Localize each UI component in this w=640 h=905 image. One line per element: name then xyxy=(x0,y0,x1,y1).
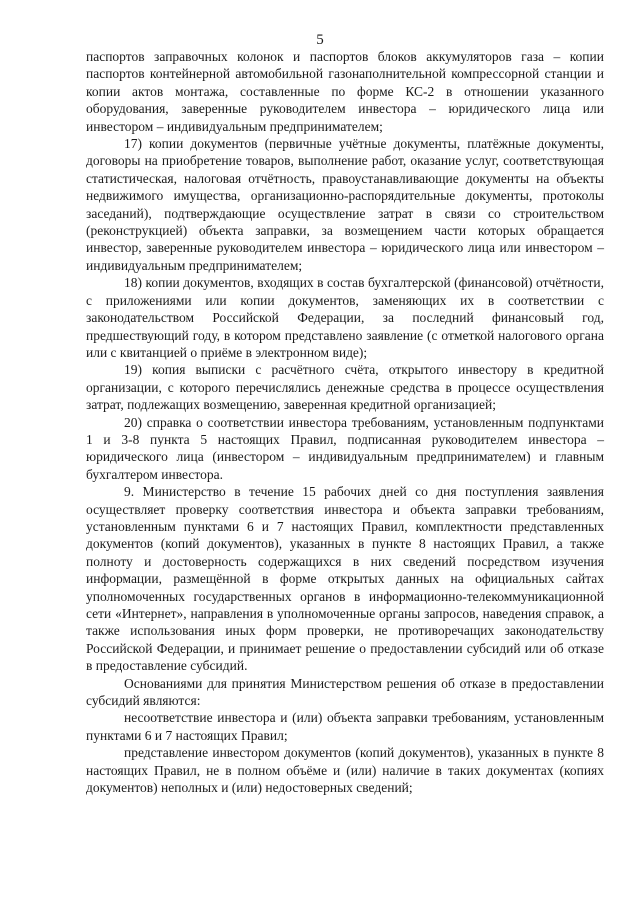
paragraph-refusal-ground-2: представление инвестором документов (копий документов), указанных в пункте 8 настоящих Правил, не в полном объёме и (или) наличие в таких документах (копиях документов) неполных и (или) недостоверных сведений; xyxy=(86,745,604,796)
document-body xyxy=(86,48,604,796)
paragraph-item-17: 17) копии документов (первичные учётные документы, платёжные документы, договоры на приобретение товаров, выполнение работ, оказание услуг, соответствующая статистическая, налоговая отчётность, правоустанавливающие документы на объекты недвижимого имущества, организационно-распорядительные документы, протоколы заседаний), подтверждающие осуществление затрат в связи со строительством (реконструкцией) объекта заправки, за возмещением части которых обращается инвестор, заверенные руководителем инвестора – юридического лица или инвестором – индивидуальным предпринимателем; xyxy=(86,136,604,273)
page-number: 5 xyxy=(316,32,324,48)
paragraph-item-18: 18) копии документов, входящих в состав бухгалтерской (финансовой) отчётности, с приложениями или копии документов, заменяющих их в соответствии с законодательством Российской Федерации, за последний финансовый год, предшествующий году, в котором представлено заявление (с отметкой налогового органа или с квитанцией о приёме в электронном виде); xyxy=(86,275,604,360)
paragraph-continuation-passports: паспортов заправочных колонок и паспортов блоков аккумуляторов газа – копии паспортов контейнерной автомобильной газонаполнительной компрессорной станции и копии актов монтажа, составленные по форме КС-2 в отношении указанного оборудования, заверенные руководителем инвестора – юридического лица или инвестором – индивидуальным предпринимателем; xyxy=(86,49,604,134)
paragraph-item-20: 20) справка о соответствии инвестора требованиям, установленным подпунктами 1 и 3-8 пункта 5 настоящих Правил, подписанная руководителем инвестора – юридического лица (инвестором – индивидуальным предпринимателем) и главным бухгалтером инвестора. xyxy=(86,414,604,482)
paragraph-refusal-grounds-intro: Основаниями для принятия Министерством решения об отказе в предоставлении субсидий являются: xyxy=(86,675,604,709)
paragraph-refusal-ground-1: несоответствие инвестора и (или) объекта заправки требованиям, установленным пунктами 6 и 7 настоящих Правил; xyxy=(86,710,604,743)
paragraph-clause-9: 9. Министерство в течение 15 рабочих дней со дня поступления заявления осуществляет проверку соответствия инвестора и объекта заправки требованиям, установленным пунктами 6 и 7 настоящих Правил, комплектности представленных документов (копий документов), указанных в пункте 8 настоящих Правил, а также полноту и достоверность содержащихся в них сведений посредством изучения информации, размещённой в форме открытых данных на официальных сайтах уполномоченных государственных органов в информационно-телекоммуникационной сети «Интернет», направления в уполномоченные органы запросов, наведения справок, а также использования иных форм проверки, не противоречащих законодательству Российской Федерации, и принимает решение о предоставлении субсидий или об отказе в предоставление субсидий. xyxy=(86,484,604,674)
paragraph-item-19: 19) копия выписки с расчётного счёта, открытого инвестору в кредитной организации, с которого перечислялись денежные средства в процессе осуществления затрат, подлежащих возмещению, заверенная кредитной организацией; xyxy=(86,362,604,413)
